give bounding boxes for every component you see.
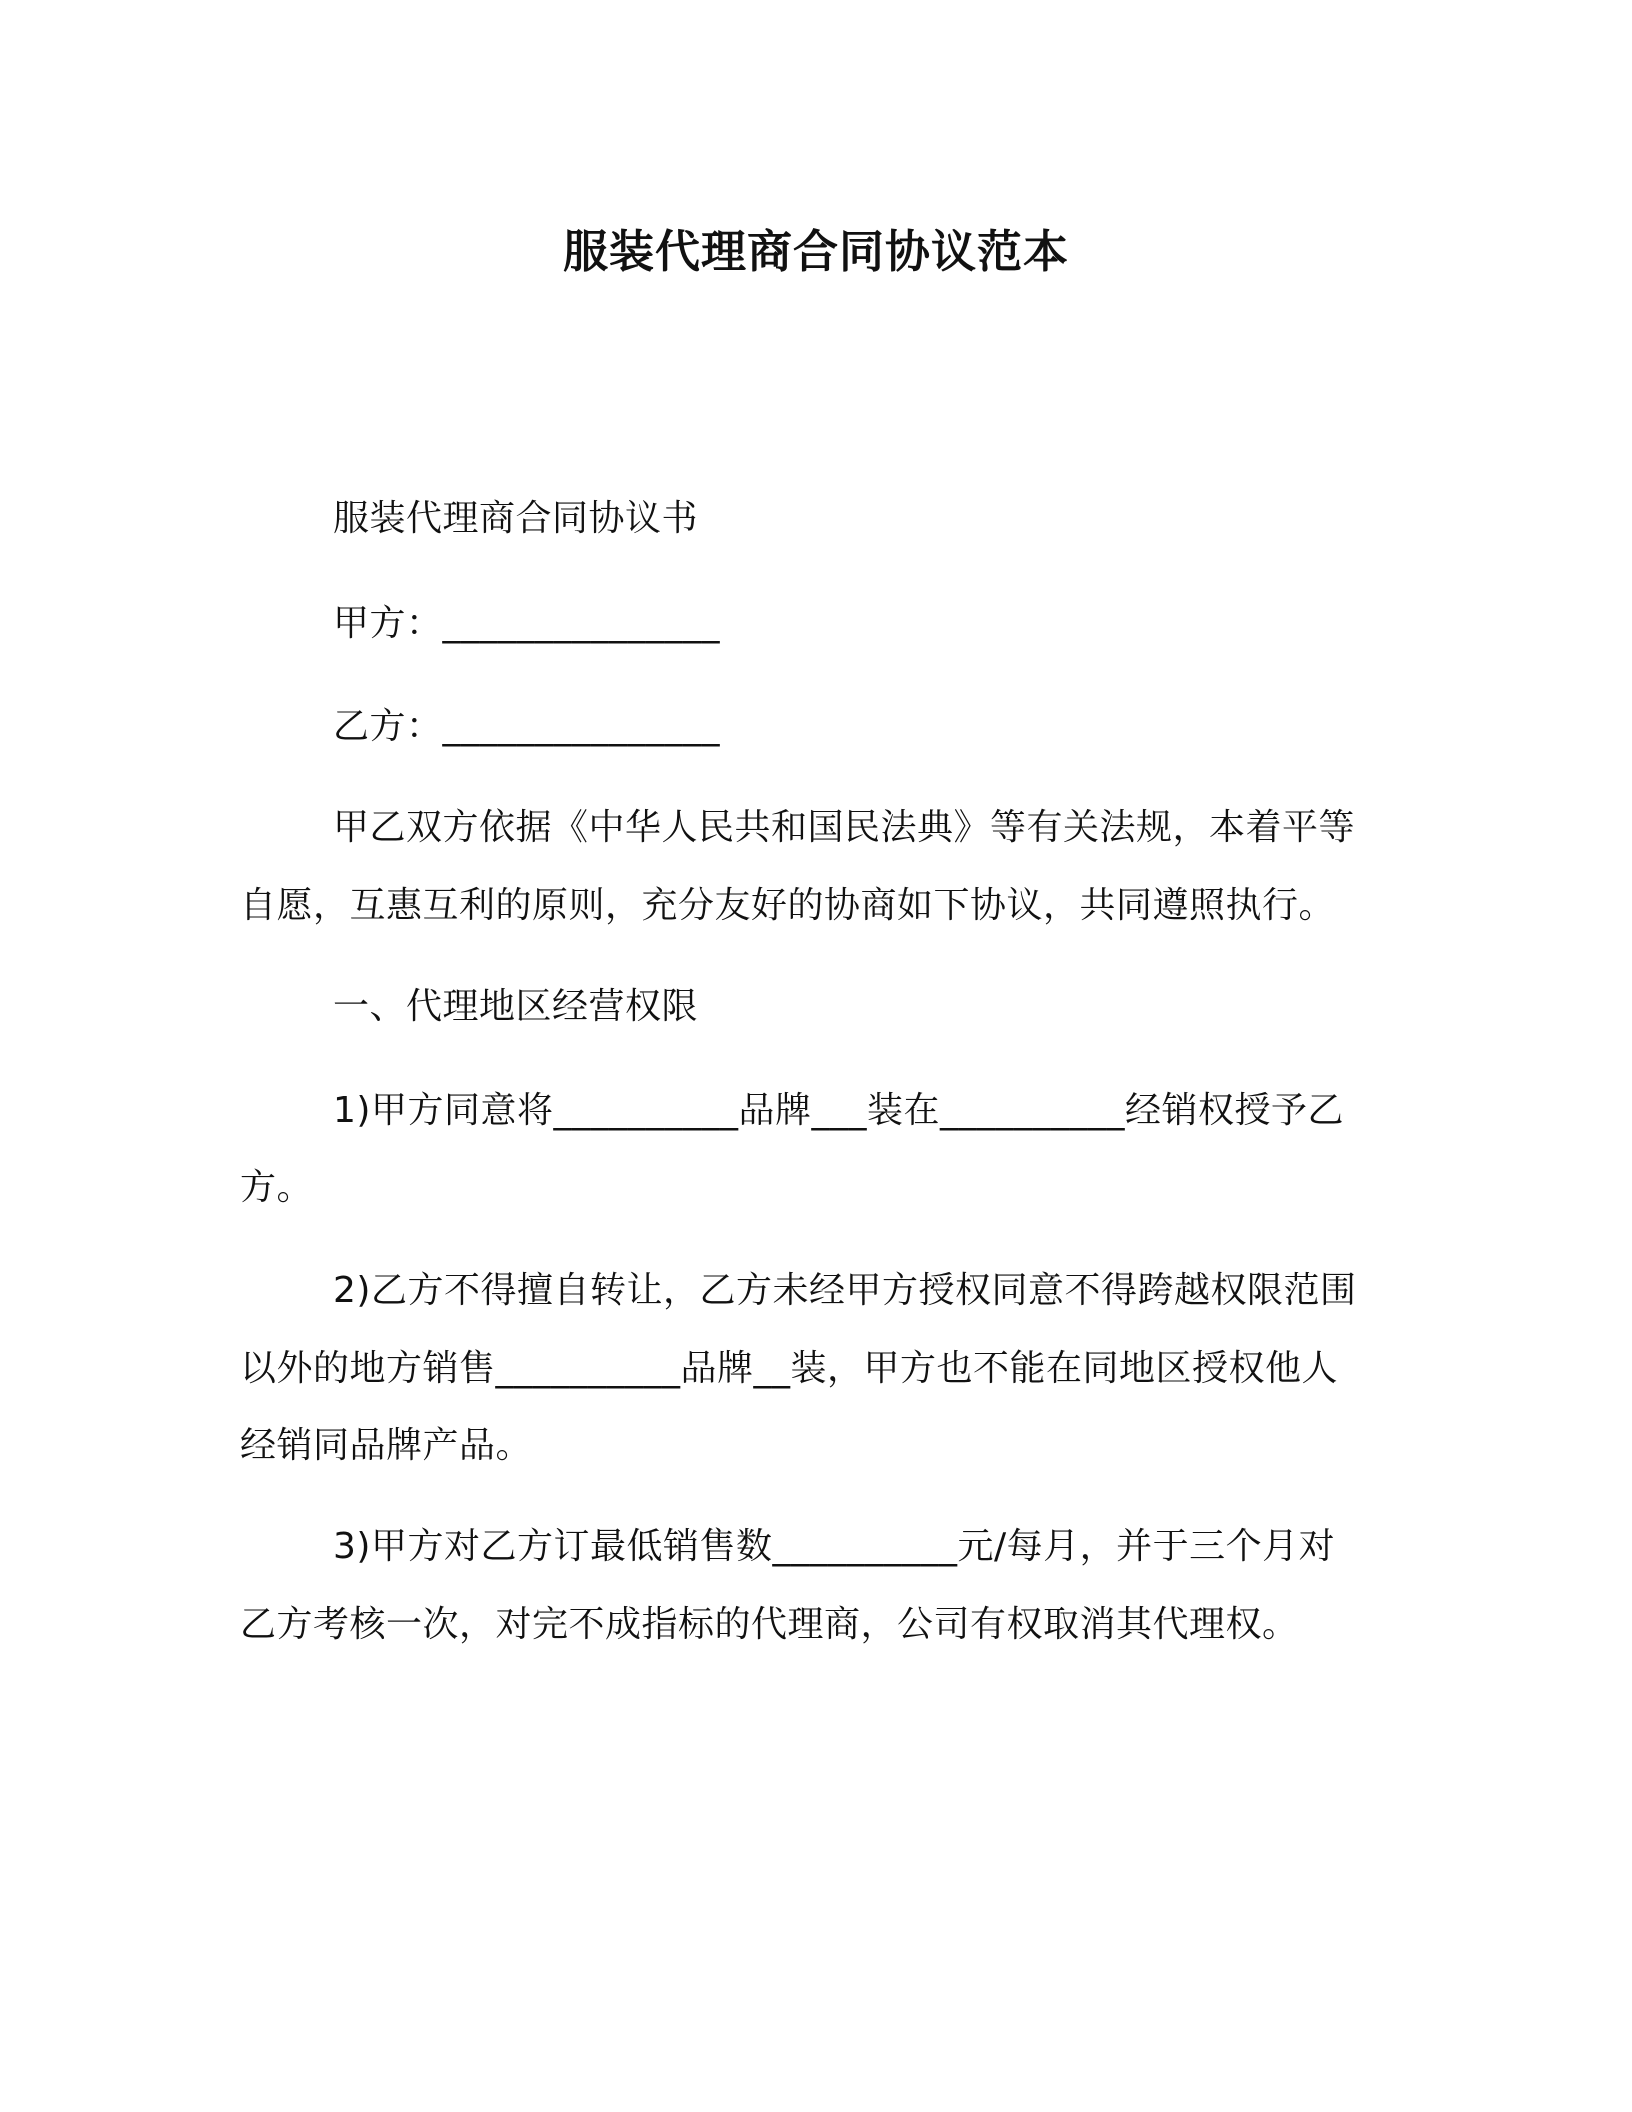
clause-2-line-1: 2)乙方不得擅自转让，乙方未经甲方授权同意不得跨越权限范围 (333, 1270, 1357, 1311)
clause-1-line-2: 方。 (240, 1167, 314, 1208)
section-heading: 一、代理地区经营权限 (333, 986, 699, 1027)
clause-2-line-3: 经销同品牌产品。 (240, 1425, 533, 1466)
clause-1-line-1: 1)甲方同意将__________品牌___装在__________经销权授予乙 (333, 1090, 1344, 1131)
document-title: 服装代理商合同协议范本 (562, 225, 1069, 278)
intro-paragraph-line-1: 甲乙双方依据《中华人民共和国民法典》等有关法规，本着平等 (333, 807, 1356, 848)
party-a-line: 甲方：_______________ (333, 603, 721, 644)
clause-2-line-2: 以外的地方销售__________品牌__装，甲方也不能在同地区授权他人 (240, 1348, 1339, 1389)
clause-3-line-1: 3)甲方对乙方订最低销售数__________元/每月，并于三个月对 (333, 1526, 1336, 1567)
clause-3-line-2: 乙方考核一次，对完不成指标的代理商，公司有权取消其代理权。 (240, 1604, 1299, 1645)
document-subtitle: 服装代理商合同协议书 (333, 498, 699, 539)
intro-paragraph-line-2: 自愿，互惠互利的原则，充分友好的协商如下协议，共同遵照执行。 (240, 885, 1336, 926)
party-b-line: 乙方：_______________ (333, 706, 721, 747)
